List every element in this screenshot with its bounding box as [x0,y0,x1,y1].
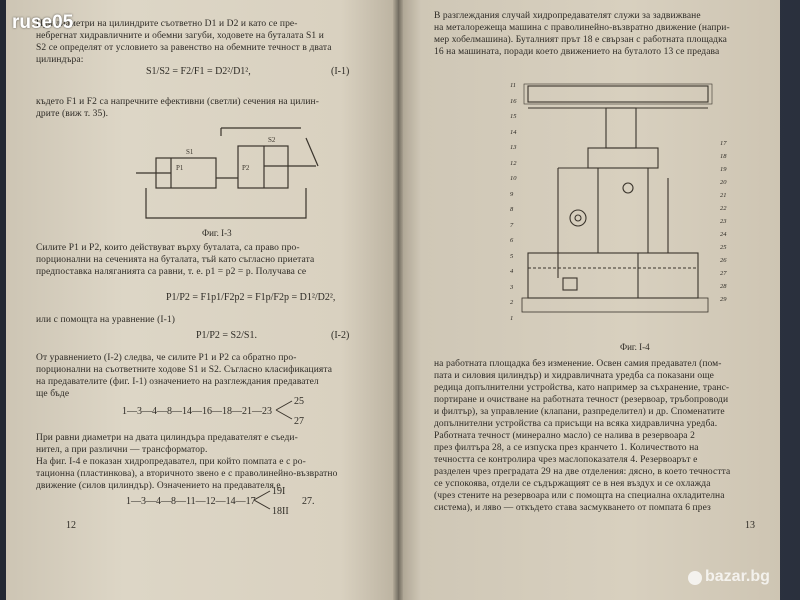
formula-3: P1/P2 = S2/S1. [196,330,257,341]
svg-text:S1: S1 [186,148,194,156]
figure-callout-label: 29 [720,296,727,303]
svg-text:P1: P1 [176,164,184,172]
figure-callout-label: 17 [720,140,727,147]
text-line: движение (силов цилиндър). Означението на предавателя е [36,481,281,491]
figure-callout-label: 6 [510,237,514,244]
figure-callout-label: 19 [720,166,727,173]
figure-callout-label: 3 [510,283,514,291]
figure-callout-label: 15 [510,113,517,120]
figure-callout-label: 16 [510,97,517,105]
formula-3-number: (I-2) [331,330,350,341]
text-line: разделен чрез преградата 29 на две отделения: дясно, в което течността [434,467,731,477]
figure-callout-label: 27 [720,270,727,277]
figure-callout-label: 14 [510,128,517,136]
text-line: където F1 и F2 са напречните ефективни (светли) сечения на цилин- [36,97,320,107]
chain-1-branch-a: 25 [294,396,304,407]
text-line: небрегнат хидравличните и обемни загуби, ходовете на буталата S1 и [36,31,324,41]
svg-text:P2: P2 [242,164,250,172]
text-line: нител, а при различни — трансформатор. [36,445,208,455]
book-spine [393,0,403,600]
figure-i4-caption: Фиг. I-4 [620,342,650,352]
figure-callout-label: 4 [510,268,514,275]
text-line: Силите P1 и P2, които действуват върху буталата, са право про- [36,243,300,253]
text-line: редица допълнителни устройства, като например за съхранение, транс- [434,383,730,393]
text-line: цилиндъра: [36,55,84,65]
figure-i3-diagram [6,118,400,238]
text-line: се успокоява, отдели се съдържащият се в нея въздух и се охлажда [434,479,711,489]
chain-2-branch-a: 19I [272,486,286,497]
text-line: дрите (виж т. 35). [36,109,109,119]
chain-2-end: 27. [302,496,315,507]
figure-callout-label: 1 [510,314,514,322]
figure-i3-caption: Фиг. I-3 [202,228,232,238]
figure-callout-label: 7 [510,221,514,229]
text-line: допълнителни устройства са присъщи на всяка хидравлична уредба. [434,419,718,429]
text-line: Работната течност (минерално масло) се налива в резервоара 2 [434,431,695,441]
text-line: На фиг. I-4 е показан хидропредавател, при който помпата е с ро- [36,457,306,467]
figure-callout-label: 8 [510,206,514,213]
figure-callout-label: 28 [720,283,727,290]
chain-2-branch-b: 18II [272,506,289,517]
text-line: или с помощта на уравнение (I-1) [36,315,176,325]
text-line: на металорежеща машина с праволинейно-възвратно движение (напри- [434,23,730,33]
text-line: и филтър), за управление (клапани, разпределител) и др. Споменатите [434,407,725,417]
figure-callout-label: 22 [720,205,727,212]
page-number-right: 13 [745,520,755,531]
figure-callout-label: 13 [510,144,517,151]
figure-callout-label: 18 [720,153,727,160]
text-line: При равни диаметри на двата цилиндъра предавателят е съеди- [36,433,298,443]
figure-callout-label: 2 [510,299,514,306]
figure-callout-label: 5 [510,252,514,260]
chain-1-fork [274,398,294,422]
page-number-left: 12 [66,520,76,531]
figure-callout-label: 25 [720,244,727,251]
text-line: S2 се определят от условието за равенство на обемните течност в двата [36,43,332,53]
text-line: система), и ляво — откъдето става засмукването от помпата 6 през [434,503,711,513]
text-line: порционални на съответните ходове S1 и S2. Съгласно класификацията [36,365,333,375]
formula-1-number: (I-1) [331,66,350,77]
watermark: bazar.bg [705,568,770,585]
formula-2: P1/P2 = F1p1/F2p2 = F1p/F2p = D1²/D2², [166,292,336,303]
formula-1: S1/S2 = F2/F1 = D2²/D1², [146,66,251,77]
text-line: От уравнението (I-2) следва, че силите P1 и P2 са обратно про- [36,353,297,363]
figure-callout-label: 24 [720,231,727,238]
chain-2-fork [252,488,272,512]
bazar-logo-icon [688,571,702,585]
text-line: през филтъра 28, а се изпуска през кранчето 1. Количеството на [434,443,699,453]
text-line: на предавателите (фиг. I-1) означението на разглеждания предавател [36,377,319,387]
text-line: 16 на машината, поради което движението на буталото 13 се предава [434,47,720,57]
text-line: пата и силовия цилиндър) и хидравличната уредба са показани още [434,371,714,381]
text-line: течността се контролира чрез маслопоказателя 4. Резервоарът е [434,455,698,465]
left-page [6,0,400,600]
figure-callout-label: 12 [510,159,517,167]
text-line: портиране и очистване на работната течност (резервоар, тръбопроводи [434,395,729,405]
text-line: При диаметри на цилиндрите съответно D1 и D2 и като се пре- [36,19,298,29]
text-line: (чрез стените на резервоара или с помощта на специална охладителна [434,491,725,501]
text-line: В разглеждания случай хидропредавателят служи за задвижване [434,11,701,21]
figure-callout-label: 21 [720,192,727,199]
figure-callout-label: 23 [720,218,727,225]
text-line: на работната площадка без изменение. Освен самия предавател (пом- [434,359,722,369]
text-line: порционални на сеченията на буталата, тъй като съгласно приетата [36,255,315,265]
figure-callout-label: 9 [510,190,514,198]
figure-callout-label: 11 [510,82,517,89]
svg-text:S2: S2 [268,136,276,144]
site-logo: ruse05 [12,12,74,33]
chain-1: 1—3—4—8—14—16—18—21—23 [122,406,272,417]
chain-2: 1—3—4—8—11—12—14—17 [126,496,256,507]
figure-callout-label: 26 [720,257,727,264]
chain-1-branch-b: 27 [294,416,304,427]
right-page [398,0,780,600]
text-line: предпоставка наляганията са равни, т. е. p1 = p2 = p. Получава се [36,267,307,277]
figure-i4-diagram [518,78,718,338]
figure-callout-label: 20 [720,179,727,186]
figure-callout-label: 10 [510,175,517,182]
text-line: мер хобелмашина). Буталният прът 18 е свързан с работната площадка [434,35,727,45]
text-line: тационна (пластинкова), а вторичното звено е с праволинейно-възвратно [36,469,338,479]
text-line: ще бъде [36,389,70,399]
